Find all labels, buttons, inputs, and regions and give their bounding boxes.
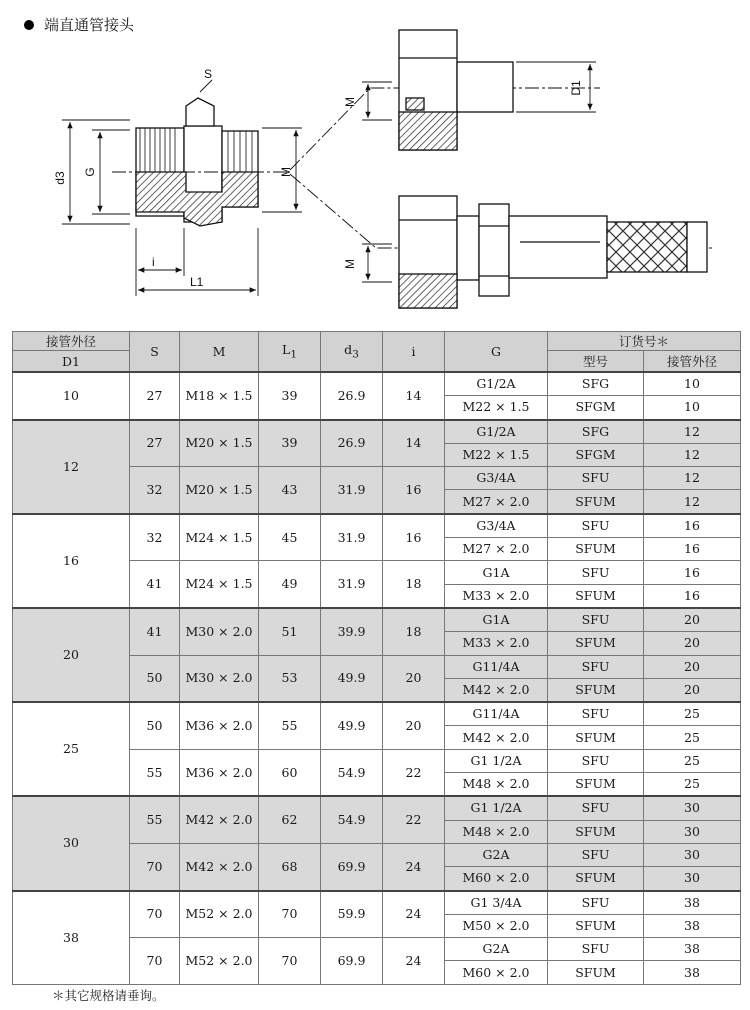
cell-g: G1A <box>445 608 548 632</box>
cell-s: 32 <box>130 514 180 561</box>
cell-pipe-od: 25 <box>644 773 741 797</box>
cell-m: M30 × 2.0 <box>180 608 259 655</box>
table-row <box>13 608 741 632</box>
cell-pipe-od: 12 <box>644 490 741 514</box>
cell-d1: 20 <box>13 608 130 702</box>
cell-l1: 70 <box>259 891 321 938</box>
cell-d3: 54.9 <box>321 749 383 796</box>
table-group <box>13 702 741 796</box>
technical-drawing <box>0 0 750 330</box>
cell-pipe-od: 38 <box>644 914 741 937</box>
cell-s: 41 <box>130 561 180 608</box>
cell-s: 70 <box>130 938 180 985</box>
cell-model: SFU <box>548 843 644 866</box>
label-m-top: M <box>343 97 357 107</box>
cell-g: M60 × 2.0 <box>445 961 548 984</box>
cell-s: 50 <box>130 655 180 702</box>
header-pipe-od: 接管外径 <box>13 332 130 351</box>
cell-pipe-od: 25 <box>644 726 741 749</box>
cell-s: 55 <box>130 796 180 843</box>
cell-model: SFU <box>548 561 644 584</box>
cell-i: 24 <box>383 843 445 890</box>
cell-pipe-od: 16 <box>644 561 741 584</box>
cell-d3: 31.9 <box>321 561 383 608</box>
cell-pipe-od: 16 <box>644 514 741 538</box>
cell-model: SFGM <box>548 443 644 466</box>
header-d1: D1 <box>13 351 130 373</box>
cell-model: SFU <box>548 796 644 820</box>
cell-d3: 26.9 <box>321 420 383 467</box>
cell-l1: 70 <box>259 938 321 985</box>
cell-i: 18 <box>383 561 445 608</box>
cell-model: SFU <box>548 467 644 490</box>
cell-g: G1/2A <box>445 420 548 444</box>
header-g: G <box>445 332 548 373</box>
cell-pipe-od: 20 <box>644 655 741 678</box>
cell-pipe-od: 30 <box>644 843 741 866</box>
cell-g: M27 × 2.0 <box>445 490 548 514</box>
cell-d3: 59.9 <box>321 891 383 938</box>
cell-pipe-od: 20 <box>644 632 741 655</box>
cell-g: G2A <box>445 938 548 961</box>
cell-d3: 26.9 <box>321 372 383 420</box>
label-s: S <box>204 67 213 81</box>
cell-s: 55 <box>130 749 180 796</box>
cell-pipe-od: 10 <box>644 396 741 420</box>
table-row <box>13 702 741 726</box>
cell-g: M42 × 2.0 <box>445 726 548 749</box>
cell-model: SFU <box>548 655 644 678</box>
cell-model: SFUM <box>548 726 644 749</box>
cell-d3: 31.9 <box>321 467 383 514</box>
cell-g: G1/2A <box>445 372 548 396</box>
cell-s: 27 <box>130 420 180 467</box>
cell-g: M22 × 1.5 <box>445 443 548 466</box>
cell-g: M50 × 2.0 <box>445 914 548 937</box>
cell-m: M36 × 2.0 <box>180 702 259 749</box>
header-l1: $L_1$ <box>259 332 321 373</box>
label-d1: D1 <box>569 80 583 96</box>
cell-s: 27 <box>130 372 180 420</box>
cell-g: G11/4A <box>445 655 548 678</box>
label-g: G <box>83 167 97 177</box>
cell-g: G1 3/4A <box>445 891 548 915</box>
cell-i: 16 <box>383 514 445 561</box>
header-m: M <box>180 332 259 373</box>
cell-model: SFU <box>548 749 644 772</box>
header-order-no: 订货号＊ <box>548 332 741 351</box>
cell-l1: 39 <box>259 420 321 467</box>
header-d3: $d_3$ <box>321 332 383 373</box>
cell-i: 14 <box>383 420 445 467</box>
cell-pipe-od: 30 <box>644 867 741 891</box>
cell-s: 41 <box>130 608 180 655</box>
cell-i: 22 <box>383 796 445 843</box>
cell-g: G3/4A <box>445 467 548 490</box>
table-row <box>13 514 741 538</box>
cell-d3: 49.9 <box>321 655 383 702</box>
cell-pipe-od: 16 <box>644 538 741 561</box>
footnote: ＊其它规格请垂询。 <box>52 988 165 1003</box>
cell-g: M48 × 2.0 <box>445 820 548 843</box>
cell-model: SFUM <box>548 632 644 655</box>
cell-s: 70 <box>130 891 180 938</box>
cell-l1: 39 <box>259 372 321 420</box>
table-group <box>13 514 741 608</box>
cell-g: G1 1/2A <box>445 796 548 820</box>
header-model: 型号 <box>548 351 644 373</box>
cell-pipe-od: 16 <box>644 584 741 608</box>
bottom-hose-assembly <box>399 196 707 308</box>
cell-g: G2A <box>445 843 548 866</box>
spec-table <box>12 331 741 985</box>
cell-pipe-od: 10 <box>644 372 741 396</box>
cell-m: M18 × 1.5 <box>180 372 259 420</box>
label-d3: d3 <box>53 171 67 185</box>
cell-g: M42 × 2.0 <box>445 678 548 702</box>
cell-l1: 55 <box>259 702 321 749</box>
cell-l1: 60 <box>259 749 321 796</box>
cell-g: M27 × 2.0 <box>445 538 548 561</box>
table-group <box>13 420 741 514</box>
cell-d1: 12 <box>13 420 130 514</box>
table-row <box>13 420 741 444</box>
cell-model: SFUM <box>548 678 644 702</box>
cell-pipe-od: 20 <box>644 678 741 702</box>
cell-i: 24 <box>383 891 445 938</box>
cell-model: SFU <box>548 938 644 961</box>
table-group <box>13 608 741 702</box>
straight-fitting-section <box>136 98 258 226</box>
cell-model: SFUM <box>548 538 644 561</box>
cell-m: M24 × 1.5 <box>180 561 259 608</box>
cell-pipe-od: 12 <box>644 467 741 490</box>
header-pipe-od-order: 接管外径 <box>644 351 741 373</box>
table-row <box>13 796 741 820</box>
header-s: S <box>130 332 180 373</box>
cell-model: SFUM <box>548 961 644 984</box>
cell-g: M22 × 1.5 <box>445 396 548 420</box>
cell-pipe-od: 20 <box>644 608 741 632</box>
cell-model: SFUM <box>548 584 644 608</box>
cell-l1: 49 <box>259 561 321 608</box>
cell-d1: 16 <box>13 514 130 608</box>
cell-s: 32 <box>130 467 180 514</box>
cell-model: SFG <box>548 420 644 444</box>
cell-d1: 25 <box>13 702 130 796</box>
table-group <box>13 372 741 420</box>
cell-pipe-od: 30 <box>644 796 741 820</box>
cell-g: G11/4A <box>445 702 548 726</box>
cell-d3: 31.9 <box>321 514 383 561</box>
cell-model: SFU <box>548 514 644 538</box>
cell-pipe-od: 38 <box>644 938 741 961</box>
cell-g: M60 × 2.0 <box>445 867 548 891</box>
table-row <box>13 891 741 915</box>
cell-m: M20 × 1.5 <box>180 420 259 467</box>
cell-m: M42 × 2.0 <box>180 843 259 890</box>
cell-model: SFUM <box>548 490 644 514</box>
cell-g: M48 × 2.0 <box>445 773 548 797</box>
cell-model: SFU <box>548 891 644 915</box>
table-row <box>13 372 741 396</box>
cell-d3: 54.9 <box>321 796 383 843</box>
cell-d1: 10 <box>13 372 130 420</box>
cell-i: 16 <box>383 467 445 514</box>
cell-s: 50 <box>130 702 180 749</box>
cell-l1: 53 <box>259 655 321 702</box>
cell-pipe-od: 30 <box>644 820 741 843</box>
cell-l1: 51 <box>259 608 321 655</box>
cell-model: SFUM <box>548 867 644 891</box>
cell-pipe-od: 12 <box>644 420 741 444</box>
label-m-bottom: M <box>343 259 357 269</box>
cell-m: M24 × 1.5 <box>180 514 259 561</box>
label-l1: L1 <box>190 275 204 289</box>
label-i: i <box>152 255 155 269</box>
cell-d1: 30 <box>13 796 130 890</box>
cell-model: SFU <box>548 702 644 726</box>
cell-pipe-od: 38 <box>644 961 741 984</box>
top-nut-assembly <box>399 30 513 150</box>
cell-g: M33 × 2.0 <box>445 632 548 655</box>
cell-m: M30 × 2.0 <box>180 655 259 702</box>
cell-d1: 38 <box>13 891 130 985</box>
cell-l1: 45 <box>259 514 321 561</box>
cell-s: 70 <box>130 843 180 890</box>
cell-i: 20 <box>383 655 445 702</box>
cell-pipe-od: 38 <box>644 891 741 915</box>
cell-l1: 68 <box>259 843 321 890</box>
cell-l1: 43 <box>259 467 321 514</box>
cell-i: 18 <box>383 608 445 655</box>
cell-model: SFGM <box>548 396 644 420</box>
cell-model: SFUM <box>548 914 644 937</box>
cell-d3: 69.9 <box>321 843 383 890</box>
header-i: i <box>383 332 445 373</box>
cell-i: 14 <box>383 372 445 420</box>
cell-pipe-od: 25 <box>644 702 741 726</box>
cell-g: G1A <box>445 561 548 584</box>
cell-i: 24 <box>383 938 445 985</box>
table-group <box>13 796 741 890</box>
cell-model: SFUM <box>548 820 644 843</box>
cell-m: M20 × 1.5 <box>180 467 259 514</box>
cell-model: SFG <box>548 372 644 396</box>
cell-g: M33 × 2.0 <box>445 584 548 608</box>
cell-d3: 49.9 <box>321 702 383 749</box>
cell-g: G1 1/2A <box>445 749 548 772</box>
cell-pipe-od: 12 <box>644 443 741 466</box>
cell-model: SFUM <box>548 773 644 797</box>
cell-i: 20 <box>383 702 445 749</box>
cell-m: M52 × 2.0 <box>180 891 259 938</box>
table-group <box>13 891 741 985</box>
cell-m: M36 × 2.0 <box>180 749 259 796</box>
cell-d3: 69.9 <box>321 938 383 985</box>
label-m-left: M <box>279 167 293 177</box>
cell-d3: 39.9 <box>321 608 383 655</box>
cell-i: 22 <box>383 749 445 796</box>
cell-m: M52 × 2.0 <box>180 938 259 985</box>
cell-pipe-od: 25 <box>644 749 741 772</box>
cell-m: M42 × 2.0 <box>180 796 259 843</box>
cell-g: G3/4A <box>445 514 548 538</box>
cell-l1: 62 <box>259 796 321 843</box>
section-title-text: 端直通管接头 <box>44 16 135 34</box>
cell-model: SFU <box>548 608 644 632</box>
